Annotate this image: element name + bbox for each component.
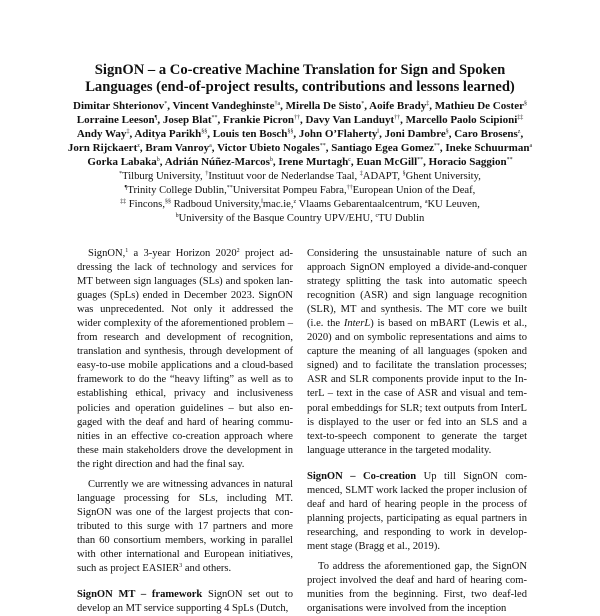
author: Gorka Labaka$^b$	[87, 156, 160, 169]
author: Frankie Picron††	[222, 114, 300, 127]
author: Euan McGill**	[356, 156, 424, 169]
footnote-marker[interactable]: 2	[236, 248, 240, 254]
affiliation: §Ghent University	[402, 171, 479, 182]
author: Adrián Núñez-Marcos$^b$	[164, 156, 273, 169]
author: Horacio Saggion**	[428, 156, 513, 169]
affiliation: ‡‡ Fincons	[120, 199, 163, 211]
author: John O’Flaherty‖	[298, 128, 380, 141]
author: Mirella De Sisto*	[285, 100, 365, 112]
author: Irene Murtagh$^c$	[278, 156, 351, 169]
affiliation: **Universitat Pompeu Fabra	[226, 185, 344, 197]
affiliation: $^c$TU Dublin	[375, 213, 425, 225]
affiliation: $^a$KU Leuven	[424, 199, 478, 211]
section-heading: SignON – Co-creation	[307, 470, 417, 482]
footnote-marker[interactable]: 3	[179, 563, 183, 570]
affiliation: $^b$University of the Basque Country UPV/EHU	[175, 213, 371, 225]
author: Andy Way‡	[76, 128, 130, 141]
affiliation: $^z$ Vlaams Gebarentaalcentrum	[293, 199, 420, 211]
author: Josep Blat**	[162, 114, 218, 127]
affiliation: *Tilburg University	[119, 171, 201, 182]
affiliation: ‖mac.ie	[261, 199, 291, 211]
author: Davy Van Landuyt††	[305, 114, 401, 127]
author: Ineke Schuurman$^a$	[445, 142, 533, 155]
affiliation: §§ Radboud University	[164, 199, 259, 211]
author-list: Dimitar Shterionov*, Vincent Vandeghinste$^{\dagger a}$, Mirella De Sisto*, Aoife Brady‡, Mathieu De Coster§ Lorraine Leeson¶, Josep Blat**, Frankie Picron††, Davy Van Landuyt††, Marcello Paolo Scipioni‡‡ Andy Way‡, Aditya Parikh§§, Louis ten Bosch§§, John O’Flaherty‖, Joni Dambre§, Caro Brosens$^z$, Jorn Rijckaert$^z$, Bram Vanroy$^a$, Victor Ubieto Nogales**, Santiago Egea Gomez**, Ineke Schuurman$^a$ Gorka Labaka$^b$, Adrián Núñez-Marcos$^b$, Irene Murtagh$^c$, Euan McGill**, Horacio Saggion**	[67, 100, 533, 169]
paragraph-intro: SignON,$^1$ a 3-year Horizon 2020$^2$ project addressing the lack of technology and services for MT between sign languages (SLs) and spoken languages (SpLs) ended in December 2023. SignON was unprecedented. Not only it addressed the wider complexity of the aforementioned problem – from research and development of recognition, translation and synthesis, through development of easy-to-use mobile applications and a cloud-based framework to do the “heavy lifting” as well as to establishing ethical, privacy and inclusiveness policies and operation guidelines – but also engaged with the deaf and hard of hearing communities in an effective co-creation approach where these main stakeholders drove the development in the right direction and had the final say.	[77, 248, 293, 470]
affiliation: ††European Union of the Deaf	[346, 185, 473, 197]
paragraph-divide-conquer: Considering the unsustainable nature of such an approach SignON employed a divide-and-conquer strategy splitting the task into automatic speech recognition (ASR) and sign language recognition (SLR), MT and synthesis. The MT core we built (i.e. the InterL) is based on mBART (Lewis et al., 2020) and on symbolic representations and aims to capture the meaning of all languages (spoken and signed) and to facilitate the translation processes; ASR and SLR components provide input to the InterL – text in the case of ASR and visual and temporal embeddings for SLR; text outputs from InterL is displayed to the user or fed into an SLS and a text-to-speech component to generate the target language utterance in the targeted modality.	[307, 248, 527, 456]
author: Caro Brosens$^z$	[454, 128, 521, 141]
footnote-marker[interactable]: 1	[125, 248, 129, 254]
author: Vincent Vandeghinste$^{\dagger a}$	[172, 100, 281, 112]
affiliation: ‡ADAPT	[359, 171, 398, 182]
author: Lorraine Leeson¶	[76, 114, 158, 127]
author: Aditya Parikh§§	[134, 128, 208, 141]
section-co-creation: SignON – Co-creation Up till SignON commenced, SLMT work lacked the proper inclusion of deaf and hard of hearing people in the process of planning projects, participating as equal partners in researching, and responding to work in development stage (Bragg et al., 2019).	[307, 470, 527, 552]
author: Marcello Paolo Scipioni‡‡	[405, 114, 524, 127]
author: Joni Dambre§	[384, 128, 449, 141]
section-heading: SignON MT – framework	[77, 589, 203, 601]
author: Jorn Rijckaert$^z$	[67, 142, 140, 155]
right-column	[307, 247, 527, 616]
author: Victor Ubieto Nogales**	[217, 142, 326, 155]
author: Santiago Egea Gomez**	[331, 142, 440, 155]
paper-title: SignON – a Co-creative Machine Translation for Sign and Spoken Languages (end-of-project results, contributions and lessons learned)	[85, 62, 515, 95]
author: Aoife Brady‡	[369, 100, 430, 112]
left-column	[77, 247, 293, 616]
author: Dimitar Shterionov*	[73, 100, 168, 112]
author: Mathieu De Coster§	[434, 100, 527, 112]
affiliation: †Instituut voor de Nederlandse Taal	[205, 171, 355, 182]
author: Louis ten Bosch§§	[212, 128, 294, 141]
author: Bram Vanroy$^a$	[145, 142, 212, 155]
affiliation: ¶Trinity College Dublin	[124, 185, 225, 197]
paragraph-address-gap: To address the aforementioned gap, the SignON project involved the deaf and hard of hearing communities from the beginning. First, two deaf-led organisations were involved from the inception	[307, 560, 527, 615]
affiliation-list: *Tilburg University, †Instituut voor de Nederlandse Taal, ‡ADAPT, §Ghent University, ¶Trinity College Dublin,**Universitat Pompeu Fabra,††European Union of the Deaf, ‡‡ Fincons,§§ Radboud University,‖mac.ie,$^z$ Vlaams Gebarentaalcentrum, $^a$KU Leuven, $^b$University of the Basque Country UPV/EHU, $^c$TU Dublin	[119, 171, 481, 225]
section-mt-framework: SignON MT – framework SignON set out to develop an MT service supporting 4 SpLs (Dutch,	[77, 589, 293, 615]
paragraph-currently: Currently we are witnessing advances in natural language processing for SLs, including MT. SignON was one of the largest projects that contributed to this surge with 17 partners and more than 60 consortium members, working in parallel with other international and European initiatives, such as project EASIER$^3$ and others.	[77, 478, 293, 575]
